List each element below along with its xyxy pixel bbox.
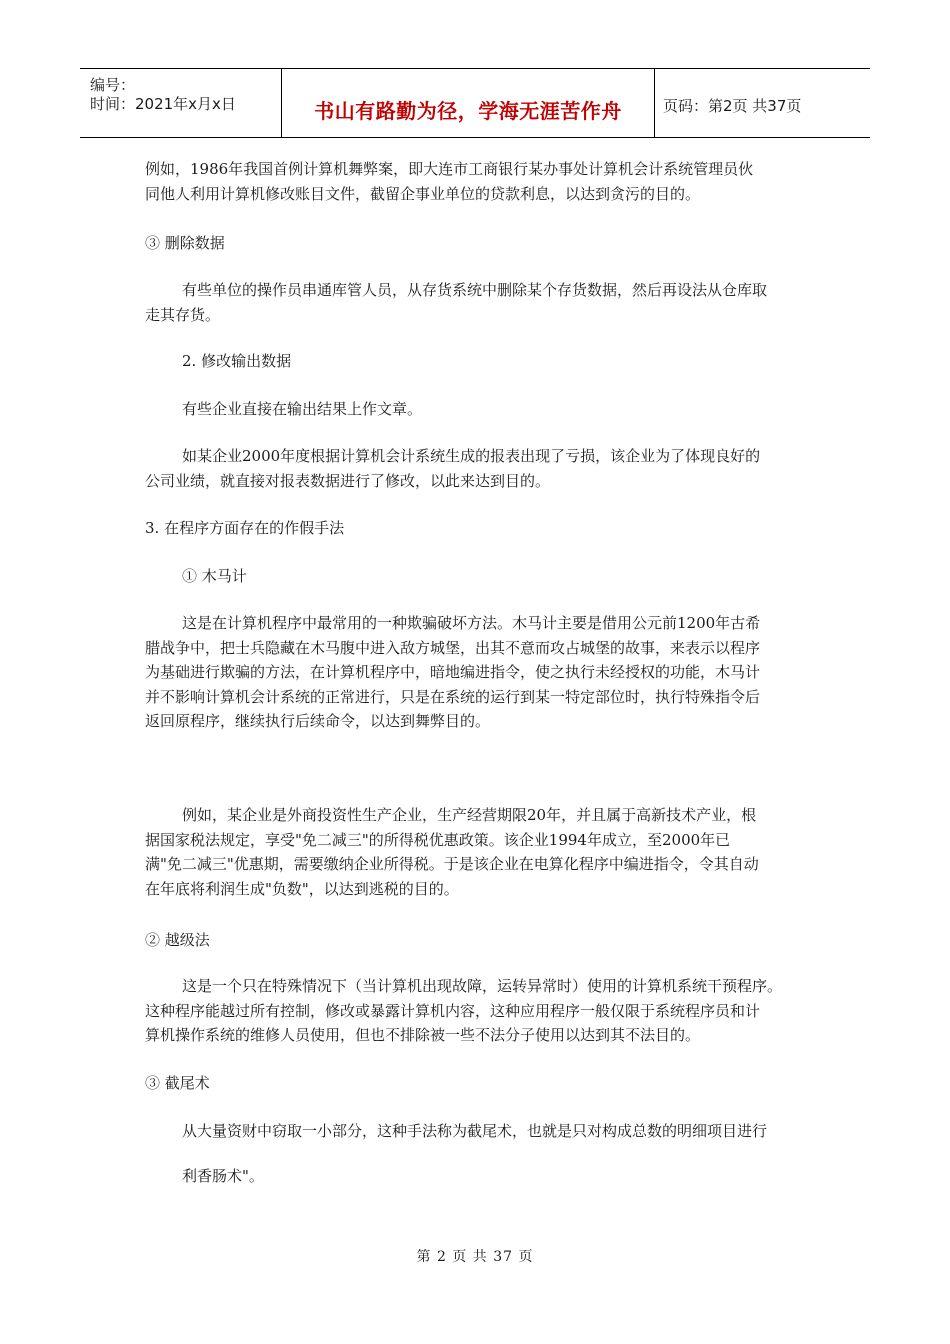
header-page-cell bbox=[655, 69, 870, 137]
paragraph-line: 返回原程序，继续执行后续命令，以达到舞弊目的。 bbox=[145, 712, 491, 730]
section-heading-delete-data: ③ 删除数据 bbox=[145, 234, 225, 252]
paragraph-line: 利香肠术"。 bbox=[182, 1167, 264, 1185]
paragraph-line: 有些单位的操作员串通库管人员，从存货系统中删除某个存货数据，然后再设法从仓库取 bbox=[182, 281, 768, 299]
section-heading-program-fraud: 3. 在程序方面存在的作假手法 bbox=[145, 519, 345, 537]
paragraph-line: 从大量资财中窃取一小部分，这种手法称为截尾术，也就是只对构成总数的明细项目进行 bbox=[182, 1122, 768, 1140]
section-heading-modify-output: 2. 修改输出数据 bbox=[182, 352, 292, 370]
paragraph-line: 并不影响计算机会计系统的正常进行，只是在系统的运行到某一特定部位时，执行特殊指令后 bbox=[145, 688, 761, 706]
paragraph-line: 同他人利用计算机修改账目文件，截留企事业单位的贷款利息，以达到贪污的目的。 bbox=[145, 185, 701, 203]
paragraph-line: 公司业绩，就直接对报表数据进行了修改，以此来达到目的。 bbox=[145, 472, 551, 490]
paragraph-line: 例如，某企业是外商投资性生产企业，生产经营期限20年，并且属于高新技术产业，根 bbox=[182, 806, 757, 824]
serial-label: 编号： bbox=[90, 76, 136, 94]
paragraph-line: 如某企业2000年度根据计算机会计系统生成的报表出现了亏损，该企业为了体现良好的 bbox=[182, 447, 761, 465]
section-heading-skip-level: ② 越级法 bbox=[145, 931, 210, 949]
header-page-number: 页码：第2页 共37页 bbox=[663, 97, 802, 115]
page-header bbox=[80, 68, 870, 138]
paragraph-line: 腊战争中，把士兵隐藏在木马腹中进入敌方城堡，出其不意而攻占城堡的故事，来表示以程序 bbox=[145, 639, 761, 657]
section-heading-trojan: ① 木马计 bbox=[182, 567, 247, 585]
paragraph-line: 在年底将利润生成"负数"，以达到逃税的目的。 bbox=[145, 880, 459, 898]
paragraph-line: 满"免二减三"优惠期，需要缴纳企业所得税。于是该企业在电算化程序中编进指令，令其自动 bbox=[145, 855, 759, 873]
date-line: 时间：2021年x月x日 bbox=[90, 95, 236, 113]
paragraph-line: 走其存货。 bbox=[145, 306, 221, 324]
page-footer: 第 2 页 共 37 页 bbox=[416, 1249, 534, 1265]
header-motto: 书山有路勤为径，学海无涯苦作舟 bbox=[314, 99, 622, 123]
paragraph-line: 为基础进行欺骗的方法，在计算机程序中，暗地编进指令，使之执行未经授权的功能，木马计 bbox=[145, 663, 761, 681]
paragraph-line: 这是在计算机程序中最常用的一种欺骗破坏方法。木马计主要是借用公元前1200年古希 bbox=[182, 614, 761, 632]
paragraph-line: 有些企业直接在输出结果上作文章。 bbox=[182, 400, 423, 418]
paragraph-line: 据国家税法规定，享受"免二减三"的所得税优惠政策。该企业1994年成立，至2000年已 bbox=[145, 831, 731, 849]
paragraph-line: 这种程序能越过所有控制，修改或暴露计算机内容，这种应用程序一般仅限于系统程序员和计 bbox=[145, 1002, 761, 1020]
header-motto-cell bbox=[282, 69, 655, 137]
section-heading-salami: ③ 截尾术 bbox=[145, 1074, 210, 1092]
paragraph-line: 例如，1986年我国首例计算机舞弊案，即大连市工商银行某办事处计算机会计系统管理员伙 bbox=[145, 160, 754, 178]
header-left-cell bbox=[80, 69, 282, 137]
paragraph-line: 这是一个只在特殊情况下（当计算机出现故障，运转异常时）使用的计算机系统干预程序。 bbox=[182, 977, 783, 995]
paragraph-line: 算机操作系统的维修人员使用，但也不排除被一些不法分子使用以达到其不法目的。 bbox=[145, 1026, 701, 1044]
